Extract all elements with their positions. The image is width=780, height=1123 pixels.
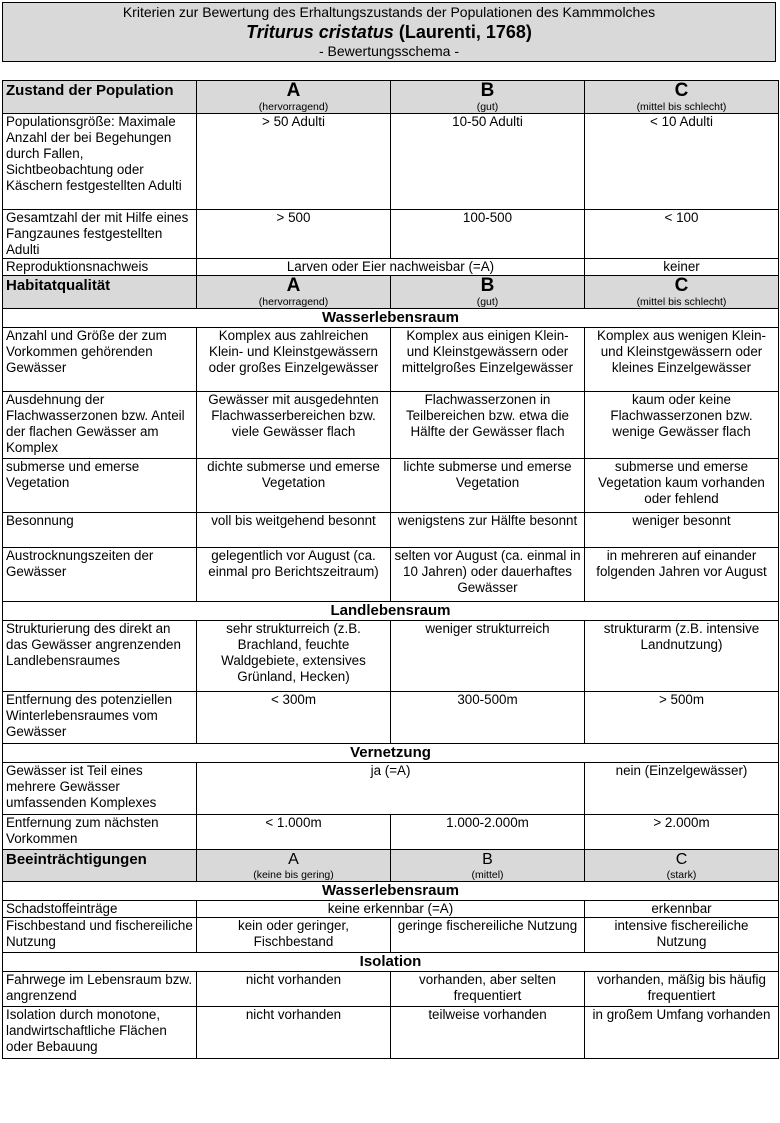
criterion-label: Anzahl und Größe der zum Vorkommen gehörenden Gewässer: [3, 328, 197, 392]
cell-b: selten vor August (ca. einmal in 10 Jahren) oder dauerhaftes Gewässer: [391, 548, 585, 602]
criterion-label: submerse und emerse Vegetation: [3, 459, 197, 513]
cell-c: > 500m: [585, 692, 779, 744]
cell-b: 10-50 Adulti: [391, 114, 585, 210]
table-row: [3, 259, 779, 276]
subsection-row: [3, 744, 779, 763]
cell-a: < 1.000m: [197, 815, 391, 850]
cell-c: > 2.000m: [585, 815, 779, 850]
cell-c: Komplex aus wenigen Klein- und Kleinstgewässern oder kleines Einzelgewässer: [585, 328, 779, 392]
species-title: [3, 21, 775, 43]
assessment-table: [2, 80, 779, 1059]
cell-c: erkennbar: [585, 901, 779, 918]
grade-header-b: B (gut): [391, 81, 585, 114]
section-heading: Beeinträchtigungen: [3, 850, 197, 882]
cell-c: in großem Umfang vorhanden: [585, 1007, 779, 1059]
cell-c: kaum oder keine Flachwasserzonen bzw. wenige Gewässer flach: [585, 392, 779, 459]
cell-b: lichte submerse und emerse Vegetation: [391, 459, 585, 513]
criterion-label: Besonnung: [3, 513, 197, 548]
table-row: [3, 210, 779, 259]
grade-header-a: A (hervorragend): [197, 276, 391, 309]
cell-c: weniger besonnt: [585, 513, 779, 548]
cell-c: keiner: [585, 259, 779, 276]
criterion-label: Gewässer ist Teil eines mehrere Gewässer umfassenden Komplexes: [3, 763, 197, 815]
table-row: [3, 692, 779, 744]
habitat-header-row: [3, 276, 779, 309]
cell-c: in mehreren auf einander folgenden Jahren vor August: [585, 548, 779, 602]
subsection-row: [3, 602, 779, 621]
population-header-row: [3, 81, 779, 114]
section-heading: Habitatqualität: [3, 276, 197, 309]
table-row: [3, 621, 779, 692]
grade-header-c: C (mittel bis schlecht): [585, 81, 779, 114]
criterion-label: Entfernung zum nächsten Vorkommen: [3, 815, 197, 850]
criterion-label: Ausdehnung der Flachwasserzonen bzw. Anteil der flachen Gewässer am Komplex: [3, 392, 197, 459]
subsection-heading: Isolation: [3, 953, 779, 972]
table-row: [3, 972, 779, 1007]
cell-ab: ja (=A): [197, 763, 585, 815]
table-row: [3, 459, 779, 513]
criterion-label: Reproduktionsnachweis: [3, 259, 197, 276]
grade-header-c: C (stark): [585, 850, 779, 882]
title-line: Kriterien zur Bewertung des Erhaltungszustands der Populationen des Kammmolches: [122, 4, 656, 20]
subsection-heading: Vernetzung: [3, 744, 779, 763]
species-author: (Laurenti, 1768): [398, 22, 532, 42]
subsection-heading: Wasserlebensraum: [3, 882, 779, 901]
criterion-label: Schadstoffeinträge: [3, 901, 197, 918]
cell-a: > 50 Adulti: [197, 114, 391, 210]
cell-a: dichte submerse und emerse Vegetation: [197, 459, 391, 513]
grade-header-c: C (mittel bis schlecht): [585, 276, 779, 309]
grade-header-a: A (hervorragend): [197, 81, 391, 114]
cell-b: 1.000-2.000m: [391, 815, 585, 850]
cell-b: wenigstens zur Hälfte besonnt: [391, 513, 585, 548]
criterion-label: Strukturierung des direkt an das Gewässer angrenzenden Landlebensraumes: [3, 621, 197, 692]
grade-header-b: B (gut): [391, 276, 585, 309]
cell-b: teilweise vorhanden: [391, 1007, 585, 1059]
subsection-row: [3, 953, 779, 972]
subsection-row: [3, 882, 779, 901]
cell-b: Flachwasserzonen in Teilbereichen bzw. etwa die Hälfte der Gewässer flach: [391, 392, 585, 459]
table-row: [3, 815, 779, 850]
cell-a: < 300m: [197, 692, 391, 744]
table-row: [3, 901, 779, 918]
cell-b: weniger strukturreich: [391, 621, 585, 692]
table-row: [3, 548, 779, 602]
cell-a: voll bis weitgehend besonnt: [197, 513, 391, 548]
cell-b: vorhanden, aber selten frequentiert: [391, 972, 585, 1007]
cell-a: > 500: [197, 210, 391, 259]
cell-b: geringe fischereiliche Nutzung: [391, 918, 585, 953]
cell-a: Komplex aus zahlreichen Klein- und Kleinstgewässern oder großes Einzelgewässer: [197, 328, 391, 392]
criterion-label: Populationsgröße: Maximale Anzahl der bei Begehungen durch Fallen, Sichtbeobachtung oder Käschern festgestellten Adulti: [3, 114, 197, 210]
title-subtitle: - Bewertungsschema -: [318, 43, 460, 59]
cell-ab: Larven oder Eier nachweisbar (=A): [197, 259, 585, 276]
species-name: Triturus cristatus: [246, 22, 394, 42]
cell-b: 300-500m: [391, 692, 585, 744]
criterion-label: Isolation durch monotone, landwirtschaftliche Flächen oder Bebauung: [3, 1007, 197, 1059]
criterion-label: Entfernung des potenziellen Winterlebensraumes vom Gewässer: [3, 692, 197, 744]
cell-c: submerse und emerse Vegetation kaum vorhanden oder fehlend: [585, 459, 779, 513]
table-row: [3, 114, 779, 210]
table-row: [3, 918, 779, 953]
cell-a: sehr strukturreich (z.B. Brachland, feuchte Waldgebiete, extensives Grünland, Hecken): [197, 621, 391, 692]
cell-b: Komplex aus einigen Klein- und Kleinstgewässern oder mittelgroßes Einzelgewässer: [391, 328, 585, 392]
cell-a: nicht vorhanden: [197, 972, 391, 1007]
table-row: [3, 392, 779, 459]
subsection-heading: Wasserlebensraum: [3, 309, 779, 328]
cell-a: gelegentlich vor August (ca. einmal pro Berichtszeitraum): [197, 548, 391, 602]
criterion-label: Fahrwege im Lebensraum bzw. angrenzend: [3, 972, 197, 1007]
table-row: [3, 328, 779, 392]
subsection-heading: Landlebensraum: [3, 602, 779, 621]
cell-c: vorhanden, mäßig bis häufig frequentiert: [585, 972, 779, 1007]
criterion-label: Fischbestand und fischereiliche Nutzung: [3, 918, 197, 953]
table-row: [3, 1007, 779, 1059]
document-title-box: [2, 2, 776, 62]
cell-c: < 10 Adulti: [585, 114, 779, 210]
table-row: [3, 513, 779, 548]
grade-header-b: B (mittel): [391, 850, 585, 882]
section-heading: Zustand der Population: [3, 81, 197, 114]
cell-b: 100-500: [391, 210, 585, 259]
grade-header-a: A (keine bis gering): [197, 850, 391, 882]
subsection-row: [3, 309, 779, 328]
cell-c: strukturarm (z.B. intensive Landnutzung): [585, 621, 779, 692]
cell-c: nein (Einzelgewässer): [585, 763, 779, 815]
cell-a: nicht vorhanden: [197, 1007, 391, 1059]
cell-c: intensive fischereiliche Nutzung: [585, 918, 779, 953]
criterion-label: Gesamtzahl der mit Hilfe eines Fangzaunes festgestellten Adulti: [3, 210, 197, 259]
criterion-label: Austrocknungszeiten der Gewässer: [3, 548, 197, 602]
cell-a: Gewässer mit ausgedehnten Flachwasserbereichen bzw. viele Gewässer flach: [197, 392, 391, 459]
cell-ab: keine erkennbar (=A): [197, 901, 585, 918]
table-row: [3, 763, 779, 815]
impairment-header-row: [3, 850, 779, 882]
cell-c: < 100: [585, 210, 779, 259]
cell-a: kein oder geringer, Fischbestand: [197, 918, 391, 953]
